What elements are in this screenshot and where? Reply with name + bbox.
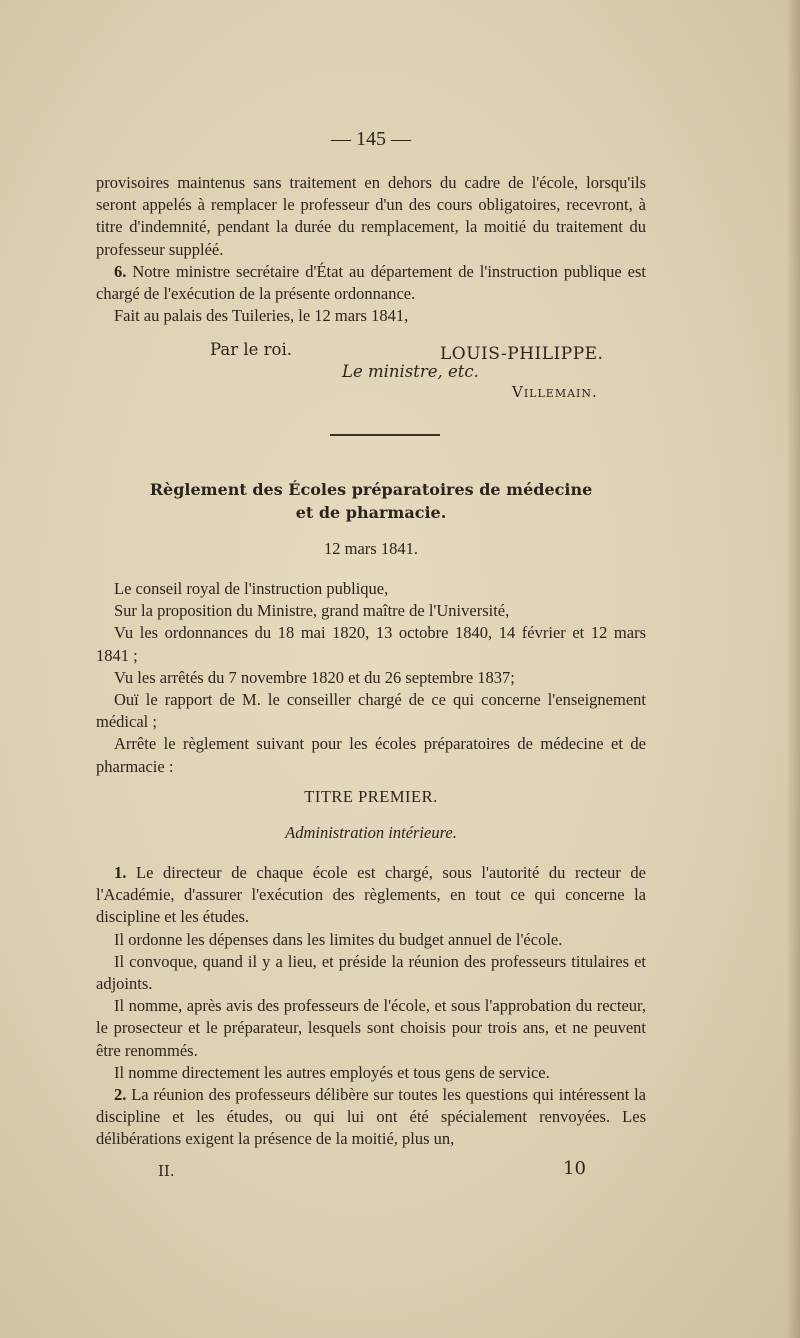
par-le-roi: Par le roi. (210, 340, 292, 359)
articles (96, 862, 646, 1151)
page-number: — 145 — (331, 128, 411, 150)
page-edge-shadow (786, 0, 800, 1338)
section-divider (330, 434, 440, 436)
section-title-line-2: et de pharmacie. (295, 503, 447, 522)
preamble-line: Vu les ordonnances du 18 mai 1820, 13 octobre 1840, 14 février et 12 mars 1841 ; (96, 623, 646, 665)
place-date-line: Fait au palais des Tuileries, le 12 mars 1841, (114, 306, 409, 326)
titre-subheading: Administration intérieure. (285, 823, 457, 842)
preamble-line: Sur la proposition du Ministre, grand maître de l'Université, (114, 601, 510, 621)
article-1-paragraph: Il ordonne les dépenses dans les limites du budget annuel de l'école. (114, 929, 563, 949)
signature-marker: 10 (563, 1158, 586, 1179)
section-title (96, 478, 646, 524)
article-1-paragraph: Il nomme directement les autres employés et tous gens de service. (114, 1062, 550, 1082)
article-1-paragraph: Il nomme, après avis des professeurs de l'école, et sous l'approbation du recteur, le prosecteur et le préparateur, lesquels sont choisis pour trois ans, et ne peuvent être renommés. (96, 996, 646, 1060)
article-text: Notre ministre secrétaire d'État au département de l'instruction publique est chargé de l'exécution de la présente ordonnance. (96, 261, 647, 304)
section-date: 12 mars 1841. (324, 539, 418, 558)
titre-heading: TITRE PREMIER. (304, 787, 438, 806)
article-2 (96, 1084, 646, 1151)
volume-marker: II. (158, 1162, 175, 1180)
article-1-paragraph: Il convoque, quand il y a lieu, et préside la réunion des professeurs titulaires et adjoints. (96, 951, 646, 994)
preamble (96, 578, 646, 778)
preamble-line: Vu les arrêtés du 7 novembre 1820 et du 26 septembre 1837; (114, 667, 515, 687)
minister-signature: Villemain. (512, 383, 598, 401)
article-6 (96, 261, 646, 305)
article-number: 1. (114, 863, 127, 882)
paragraph-provisional-staff: provisoires maintenus sans traitement en dehors du cadre de l'école, lorsqu'ils seront appelés à remplacer le professeur d'un des cours obligatoires, recevront, à titre d'indemnité, pendant la durée du remplacement, la moitié du traitement du professeur suppléé. (96, 173, 646, 259)
article-number: 6. (114, 261, 127, 281)
article-text: La réunion des professeurs délibère sur toutes les questions qui intéressent la discipline et les études, ou qui lui ont été spécialement renvoyées. Les délibérations exigent la présence de la moitié, plus un, (96, 1085, 646, 1149)
article-number: 2. (114, 1085, 127, 1105)
preamble-line: Arrête le règlement suivant pour les écoles préparatoires de médecine et de pharmacie : (96, 734, 646, 776)
preamble-line: Le conseil royal de l'instruction publique, (114, 579, 389, 598)
king-signature: LOUIS-PHILIPPE. (440, 344, 604, 364)
section-title-line-1: Règlement des Écoles préparatoires de médecine (149, 480, 593, 499)
preamble-line: Ouï le rapport de M. le conseiller chargé de ce qui concerne l'enseignement médical ; (96, 690, 646, 732)
minister-line: Le ministre, etc. (342, 362, 479, 381)
article-text: Le directeur de chaque école est chargé, sous l'autorité du recteur de l'Académie, d'assurer l'exécution des règlements, en tout ce qui concerne la discipline et les études. (96, 863, 646, 927)
article-1 (96, 862, 646, 929)
ordinance-ending (96, 172, 646, 327)
